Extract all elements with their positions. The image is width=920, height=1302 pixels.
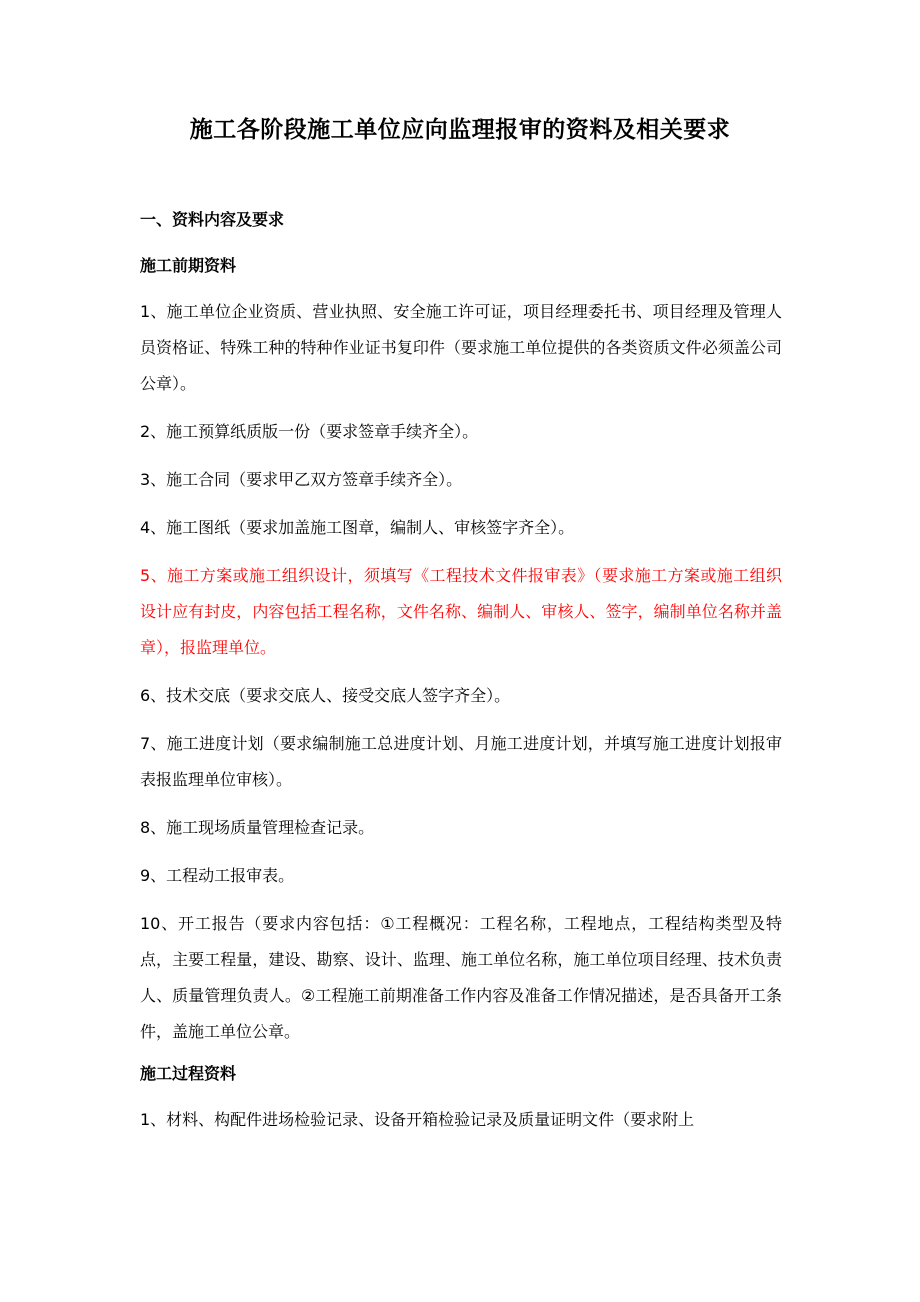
list-item: 1、施工单位企业资质、营业执照、安全施工许可证，项目经理委托书、项目经理及管理人员资格证、特殊工种的特种作业证书复印件（要求施工单位提供的各类资质文件必须盖公司公章）。	[140, 302, 782, 393]
list-item-highlighted: 5、施工方案或施工组织设计，须填写《工程技术文件报审表》（要求施工方案或施工组织设计应有封皮，内容包括工程名称，文件名称、编制人、审核人、签字，编制单位名称并盖章），报监理单位。	[140, 566, 782, 657]
section-heading: 一、资料内容及要求	[140, 210, 285, 229]
list-item: 1、材料、构配件进场检验记录、设备开箱检验记录及质量证明文件（要求附上	[140, 1110, 695, 1129]
subsection-heading-construction-process: 施工过程资料	[140, 1064, 237, 1083]
list-item: 4、施工图纸（要求加盖施工图章，编制人、审核签字齐全）。	[140, 518, 575, 537]
document-title: 施工各阶段施工单位应向监理报审的资料及相关要求	[189, 117, 731, 143]
document-body	[140, 208, 782, 1138]
list-item: 10、开工报告（要求内容包括：①工程概况：工程名称，工程地点，工程结构类型及特点，主要工程量，建设、勘察、设计、监理、施工单位名称，施工单位项目经理、技术负责人、质量管理负责人。②工程施工前期准备工作内容及准备工作情况描述，是否具备开工条件，盖施工单位公章。	[140, 914, 782, 1041]
list-item: 9、工程动工报审表。	[140, 866, 295, 885]
list-item: 2、施工预算纸质版一份（要求签章手续齐全）。	[140, 422, 479, 441]
list-item: 6、技术交底（要求交底人、接受交底人签字齐全）。	[140, 686, 511, 705]
subsection-heading-pre-construction: 施工前期资料	[140, 256, 237, 275]
list-item: 7、施工进度计划（要求编制施工总进度计划、月施工进度计划，并填写施工进度计划报审表报监理单位审核）。	[140, 734, 782, 789]
list-item: 3、施工合同（要求甲乙双方签章手续齐全）。	[140, 470, 463, 489]
list-item: 8、施工现场质量管理检查记录。	[140, 818, 375, 837]
